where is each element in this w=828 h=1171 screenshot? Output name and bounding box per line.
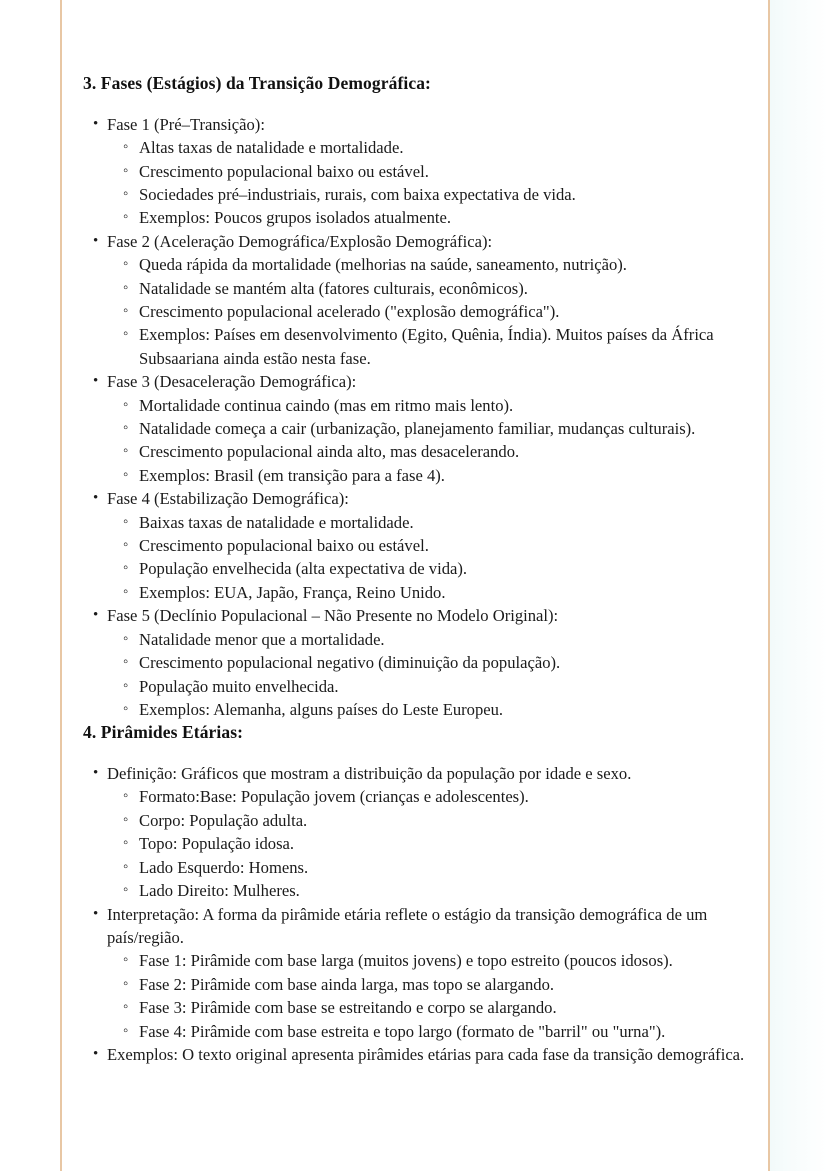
list-item-text: ◦ Natalidade começa a cair (urbanização, planejamento familiar, mudanças culturais).	[123, 417, 768, 440]
list-item-text: ◦ Crescimento populacional negativo (diminuição da população).	[123, 651, 768, 674]
list-item	[93, 370, 768, 487]
list-item-text: ◦ Exemplos: Alemanha, alguns países do Leste Europeu.	[123, 698, 768, 721]
list-item	[123, 581, 768, 604]
section-3-list	[62, 113, 768, 722]
list-item-text: ◦ Lado Esquerdo: Homens.	[123, 856, 768, 879]
sublist	[93, 628, 768, 722]
list-item-text: ◦ Crescimento populacional baixo ou estável.	[123, 534, 768, 557]
list-item-text: • Interpretação: A forma da pirâmide etária reflete o estágio da transição demográfica de um país/região.	[93, 903, 768, 950]
list-item	[123, 628, 768, 651]
list-item-text: ◦ Fase 2: Pirâmide com base ainda larga, mas topo se alargando.	[123, 973, 768, 996]
list-item	[123, 949, 768, 972]
section-4-list	[62, 762, 768, 1066]
section-heading-3: 3. Fases (Estágios) da Transição Demográfica:	[83, 73, 431, 93]
right-margin-wash	[770, 0, 828, 1171]
list-item-text: ◦ Mortalidade continua caindo (mas em ritmo mais lento).	[123, 394, 768, 417]
list-item-text: • Fase 2 (Aceleração Demográfica/Explosão Demográfica):	[93, 230, 768, 253]
list-item	[123, 277, 768, 300]
list-item	[123, 973, 768, 996]
list-item-text: ◦ Queda rápida da mortalidade (melhorias na saúde, saneamento, nutrição).	[123, 253, 768, 276]
list-item	[123, 300, 768, 323]
list-item	[123, 698, 768, 721]
list-item-text: ◦ Formato:Base: População jovem (crianças e adolescentes).	[123, 785, 768, 808]
list-item	[123, 394, 768, 417]
list-item	[123, 464, 768, 487]
list-item-text: ◦ Fase 1: Pirâmide com base larga (muitos jovens) e topo estreito (poucos idosos).	[123, 949, 768, 972]
list-item-text: • Fase 3 (Desaceleração Demográfica):	[93, 370, 768, 393]
list-item-text: • Fase 5 (Declínio Populacional – Não Presente no Modelo Original):	[93, 604, 768, 627]
sublist	[93, 136, 768, 230]
list-item	[93, 230, 768, 370]
list-item	[123, 557, 768, 580]
list-item-text: • Exemplos: O texto original apresenta pirâmides etárias para cada fase da transição demográfica.	[93, 1043, 768, 1066]
list-item-text: • Definição: Gráficos que mostram a distribuição da população por idade e sexo.	[93, 762, 768, 785]
sublist	[93, 394, 768, 488]
list-item	[123, 856, 768, 879]
list-item	[123, 417, 768, 440]
list-item	[93, 487, 768, 604]
sublist	[93, 785, 768, 902]
sublist	[93, 253, 768, 370]
list-item-text: ◦ Corpo: População adulta.	[123, 809, 768, 832]
list-item-text: ◦ População envelhecida (alta expectativa de vida).	[123, 557, 768, 580]
list-item	[123, 136, 768, 159]
list-item	[123, 183, 768, 206]
list-item	[123, 160, 768, 183]
right-margin-rule	[768, 0, 770, 1171]
sublist	[93, 511, 768, 605]
list-item-text: ◦ Topo: População idosa.	[123, 832, 768, 855]
list-item	[123, 511, 768, 534]
list-item	[123, 879, 768, 902]
list-item-text: ◦ Altas taxas de natalidade e mortalidade.	[123, 136, 768, 159]
list-item	[93, 604, 768, 721]
list-item-text: ◦ Fase 4: Pirâmide com base estreita e topo largo (formato de "barril" ou "urna").	[123, 1020, 768, 1043]
list-item	[123, 832, 768, 855]
section-heading-4: 4. Pirâmides Etárias:	[83, 722, 244, 743]
list-item	[123, 206, 768, 229]
list-item	[93, 1043, 768, 1066]
list-item	[123, 651, 768, 674]
list-item-text: • Fase 1 (Pré–Transição):	[93, 113, 768, 136]
list-item	[93, 903, 768, 1043]
list-item-text: ◦ Exemplos: Países em desenvolvimento (Egito, Quênia, Índia). Muitos países da África Subsaariana ainda estão nesta fase.	[123, 323, 768, 370]
list-item-text: ◦ Crescimento populacional baixo ou estável.	[123, 160, 768, 183]
list-item	[123, 785, 768, 808]
list-item	[123, 996, 768, 1019]
sublist	[93, 949, 768, 1043]
list-item-text: ◦ Exemplos: Brasil (em transição para a fase 4).	[123, 464, 768, 487]
list-item-text: ◦ Sociedades pré–industriais, rurais, com baixa expectativa de vida.	[123, 183, 768, 206]
list-item	[123, 675, 768, 698]
list-item-text: • Fase 4 (Estabilização Demográfica):	[93, 487, 768, 510]
list-item-text: ◦ Lado Direito: Mulheres.	[123, 879, 768, 902]
list-item	[123, 323, 768, 370]
list-item	[123, 440, 768, 463]
list-item-text: ◦ Natalidade menor que a mortalidade.	[123, 628, 768, 651]
list-item	[93, 762, 768, 902]
list-item-text: ◦ Baixas taxas de natalidade e mortalidade.	[123, 511, 768, 534]
list-item	[123, 809, 768, 832]
list-item	[123, 1020, 768, 1043]
list-item	[123, 253, 768, 276]
list-item-text: ◦ População muito envelhecida.	[123, 675, 768, 698]
list-item	[93, 113, 768, 230]
list-item-text: ◦ Natalidade se mantém alta (fatores culturais, econômicos).	[123, 277, 768, 300]
list-item-text: ◦ Fase 3: Pirâmide com base se estreitando e corpo se alargando.	[123, 996, 768, 1019]
list-item-text: ◦ Exemplos: EUA, Japão, França, Reino Unido.	[123, 581, 768, 604]
list-item-text: ◦ Crescimento populacional ainda alto, mas desacelerando.	[123, 440, 768, 463]
document-content	[62, 0, 768, 1171]
list-item-text: ◦ Crescimento populacional acelerado ("explosão demográfica").	[123, 300, 768, 323]
list-item	[123, 534, 768, 557]
list-item-text: ◦ Exemplos: Poucos grupos isolados atualmente.	[123, 206, 768, 229]
